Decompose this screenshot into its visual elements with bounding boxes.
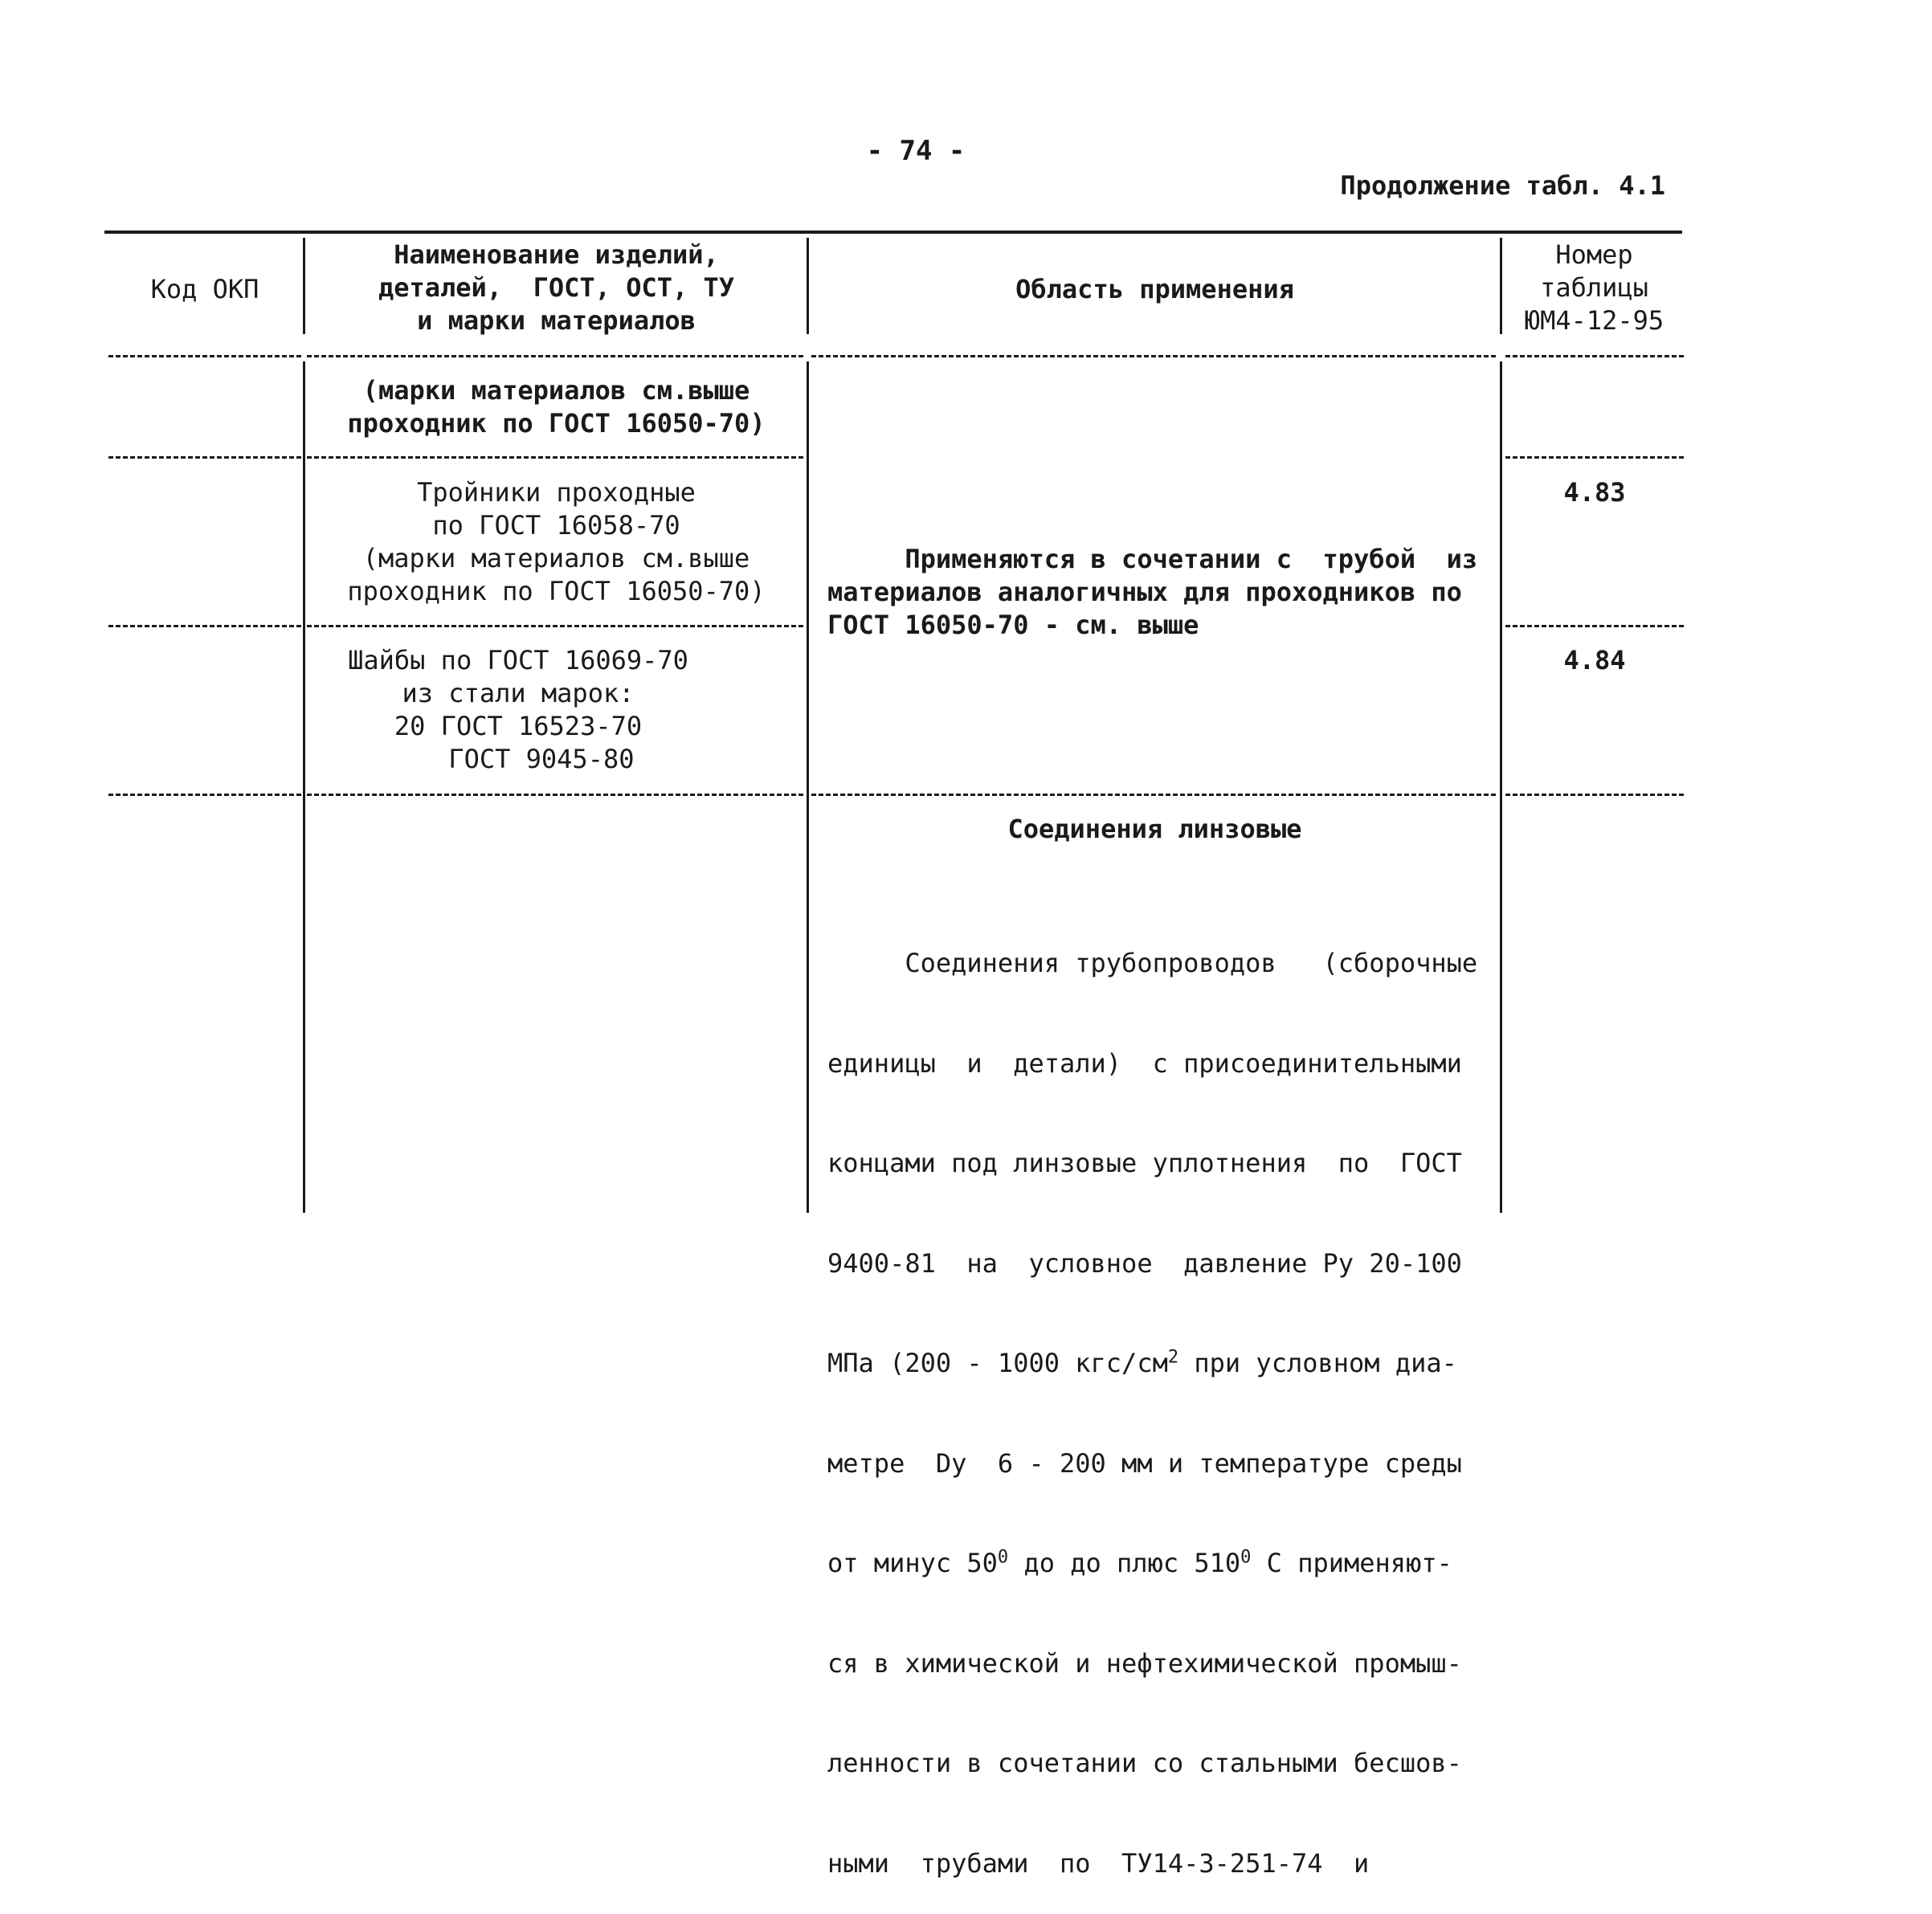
row-3-rule-application — [811, 794, 1496, 796]
superscript-degree-a: 0 — [997, 1547, 1009, 1568]
header-rule-application — [811, 355, 1496, 357]
row-2-name: Тройники проходные по ГОСТ 16058-70 (марки материалов см.выше проходник по ГОСТ 16050-70) — [347, 477, 766, 606]
row-1-rule-code — [108, 456, 301, 459]
row-3-table-number: 4.84 — [1563, 645, 1626, 675]
header-application: Область применения — [1015, 274, 1294, 304]
header-code: Код ОКП — [150, 274, 259, 304]
section-line-3: концами под линзовые уплотнения по ГОСТ — [827, 1148, 1462, 1178]
row-1-name: (марки материалов см.выше проходник по ГОСТ 16050-70) — [347, 375, 766, 439]
row-3-rule-number — [1505, 794, 1684, 796]
row-2-rule-code — [108, 625, 301, 627]
superscript-degree-b: 0 — [1240, 1547, 1252, 1568]
section-line-10: ными трубами по ТУ14-3-251-74 и — [827, 1847, 1370, 1879]
row-3-rule-name — [307, 794, 803, 796]
section-line-9: ленности в сочетании со стальными бесшов- — [827, 1748, 1462, 1778]
table-top-rule — [104, 231, 1682, 234]
superscript-2: 2 — [1167, 1347, 1179, 1368]
section-paragraph — [827, 880, 1494, 1914]
row-2-rule-number — [1505, 625, 1684, 627]
header-rule-code — [108, 355, 301, 357]
section-line-6: метре Dy 6 - 200 мм и температуре среды — [827, 1447, 1462, 1479]
header-rule-number — [1505, 355, 1684, 357]
section-line-1: Соединения трубопроводов (сборочные — [827, 948, 1478, 978]
body-divider-3 — [1500, 361, 1502, 1213]
row-1-rule-name — [307, 456, 803, 459]
section-heading: Соединения линзовые — [1007, 814, 1302, 844]
section-line-5: МПа (200 - 1000 кгс/$см^2$ при условном диа- — [827, 1347, 1457, 1378]
header-divider-3 — [1500, 238, 1502, 334]
body-divider-1 — [303, 361, 305, 1213]
body-divider-2 — [807, 361, 809, 1213]
row-3-name: Шайбы по ГОСТ 16069-70 из стали марок: 20 ГОСТ 16523-70 ГОСТ 9045-80 — [348, 645, 688, 774]
header-divider-2 — [807, 238, 809, 334]
section-line-2: единицы и детали) с присоединительными — [827, 1047, 1462, 1079]
section-line-7: от минус $50^0$ до до плюс $510^0$ С применяют- — [827, 1547, 1452, 1578]
section-line-4: 9400-81 на условное давление Ру 20-100 — [827, 1247, 1462, 1279]
header-table-number: Номер таблицы ЮМ4-12-95 — [1524, 239, 1664, 336]
header-divider-1 — [303, 238, 305, 334]
header-name: Наименование изделий, деталей, ГОСТ, ОСТ, ТУ и марки материалов — [378, 239, 735, 336]
table-continuation-label: Продолжение табл. 4.1 — [1340, 170, 1665, 201]
section-line-8: ся в химической и нефтехимической промыш- — [827, 1647, 1462, 1679]
shared-application-text: Применяются в сочетании с трубой из материалов аналогичных для проходников по ГОСТ 16050-70 - см. выше — [827, 544, 1478, 640]
row-2-table-number: 4.83 — [1563, 477, 1626, 508]
row-1-rule-number — [1505, 456, 1684, 459]
row-2-rule-name — [307, 625, 803, 627]
row-3-rule-code — [108, 794, 301, 796]
page-number: - 74 - — [866, 135, 966, 167]
header-rule-name — [307, 355, 803, 357]
